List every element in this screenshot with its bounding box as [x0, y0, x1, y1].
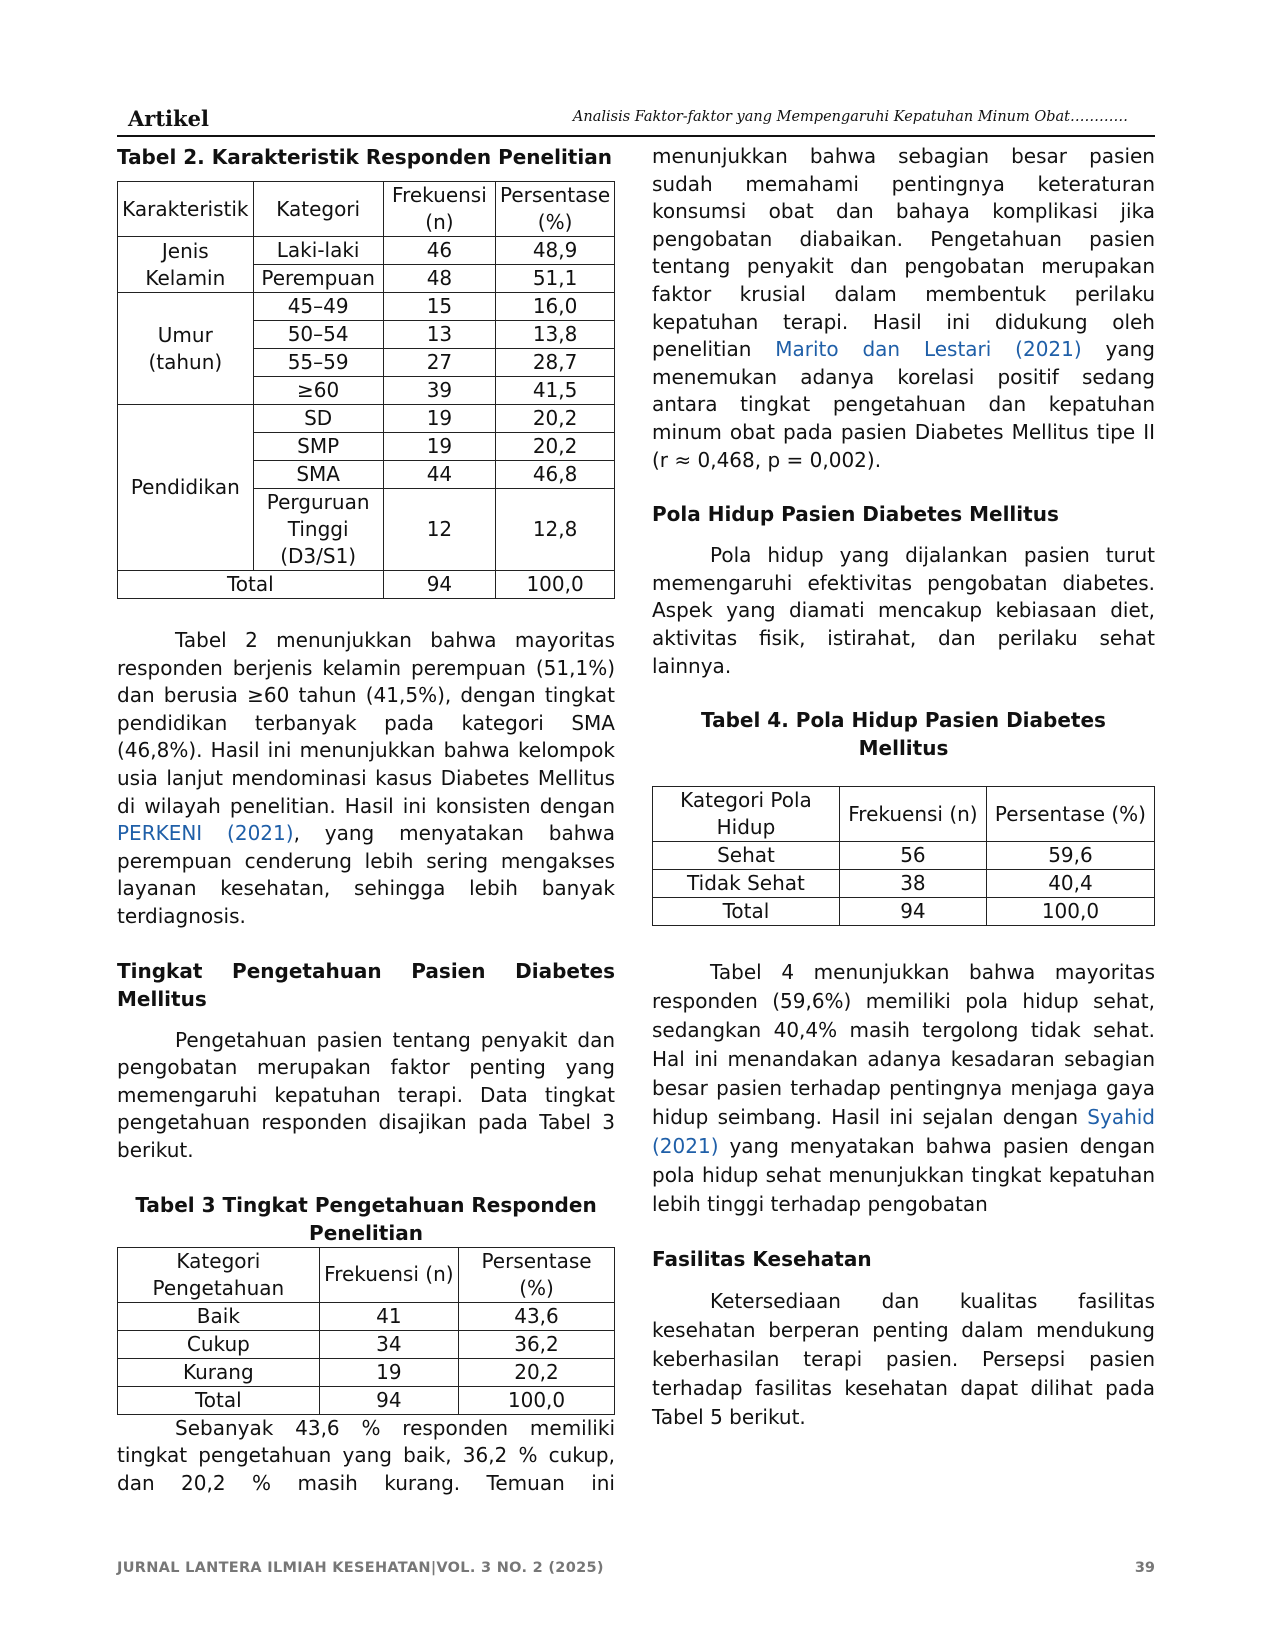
table-cell: 46,8 — [496, 461, 615, 489]
header-rule — [117, 135, 1155, 137]
table-cell: 19 — [383, 405, 496, 433]
section-heading: Tingkat Pengetahuan Pasien Diabetes Mellitus — [117, 958, 615, 1011]
table-cell: 50–54 — [253, 321, 383, 349]
table-cell: 100,0 — [496, 571, 615, 599]
table-cell: 43,6 — [459, 1302, 615, 1330]
table-row — [653, 870, 1155, 898]
table-cell: 100,0 — [459, 1386, 615, 1414]
table-cell: 15 — [383, 293, 496, 321]
table-cell: 56 — [839, 842, 986, 870]
table-cell: 46 — [383, 237, 496, 265]
table-cell: SMP — [253, 433, 383, 461]
table-cell: 36,2 — [459, 1330, 615, 1358]
table-cell: 41 — [319, 1302, 458, 1330]
table-row — [118, 237, 615, 265]
paragraph — [117, 627, 615, 931]
table3-header: Kategori Pengetahuan — [118, 1247, 320, 1302]
table-cell: 28,7 — [496, 349, 615, 377]
paragraph — [652, 958, 1155, 1219]
table-cell: 20,2 — [459, 1358, 615, 1386]
table-cell: Total — [118, 571, 384, 599]
table-cell: Total — [118, 1386, 320, 1414]
table-cell: 12,8 — [496, 489, 615, 571]
table4-caption: Tabel 4. Pola Hidup Pasien Diabetes Mellitus — [701, 708, 1106, 761]
table4-header: Persentase (%) — [986, 787, 1154, 842]
table2-header: Frekuensi (n) — [383, 182, 496, 237]
table-cell: 27 — [383, 349, 496, 377]
table-total-row — [118, 571, 615, 599]
table3-header: Persentase (%) — [459, 1247, 615, 1302]
table-cell: ≥60 — [253, 377, 383, 405]
page-number: 39 — [1134, 1560, 1155, 1576]
table-cell: 39 — [383, 377, 496, 405]
table-row — [118, 1358, 615, 1386]
table-cell: 38 — [839, 870, 986, 898]
table4-header-row — [653, 787, 1155, 842]
table-cell: SD — [253, 405, 383, 433]
table-cell: 13,8 — [496, 321, 615, 349]
group-label: Pendidikan — [118, 405, 254, 571]
paragraph-text: Tabel 4 menunjukkan bahwa mayoritas responden (59,6%) memiliki pola hidup sehat, sedangkan 40,4% masih tergolong tidak sehat. Hal ini menandakan adanya kesadaran sebagian besar pasien terhadap pentingnya menjaga gaya hidup seimbang. Hasil ini sejalan dengan — [652, 960, 1155, 1130]
table-cell: 12 — [383, 489, 496, 571]
table2-header: Karakteristik — [118, 182, 254, 237]
article-label: Artikel — [128, 106, 209, 131]
table2-header-row — [118, 182, 615, 237]
table-cell: 20,2 — [496, 405, 615, 433]
table-cell: 41,5 — [496, 377, 615, 405]
paragraph-text: Tabel 2 menunjukkan bahwa mayoritas responden berjenis kelamin perempuan (51,1%) dan berusia ≥60 tahun (41,5%), dengan tingkat pendidikan terbanyak pada kategori SMA (46,8%). Hasil ini menunjukkan bahwa kelompok usia lanjut mendominasi kasus Diabetes Mellitus di wilayah penelitian. Hasil ini konsisten dengan — [117, 628, 615, 818]
table-total-row — [118, 1386, 615, 1414]
table-row — [653, 842, 1155, 870]
paragraph: Sebanyak 43,6 % responden memiliki tingkat pengetahuan yang baik, 36,2 % cukup, dan 20,2 % masih kurang. Temuan ini — [117, 1415, 615, 1495]
table4 — [652, 786, 1155, 926]
table-cell: 48 — [383, 265, 496, 293]
table2-caption: Tabel 2. Karakteristik Responden Penelitian — [117, 145, 612, 169]
running-title: Analisis Faktor-faktor yang Mempengaruhi Kepatuhan Minum Obat………… — [572, 109, 1128, 125]
table-row — [118, 293, 615, 321]
table-cell: Tidak Sehat — [653, 870, 840, 898]
table-cell: 94 — [383, 571, 496, 599]
section-heading: Pola Hidup Pasien Diabetes Mellitus — [652, 502, 1059, 527]
table-cell: 45–49 — [253, 293, 383, 321]
table-cell: Kurang — [118, 1358, 320, 1386]
table-cell: 13 — [383, 321, 496, 349]
citation-link[interactable]: Syahid (2021) — [652, 1105, 1155, 1159]
group-label: Umur (tahun) — [118, 293, 254, 405]
table4-header: Kategori Pola Hidup — [653, 787, 840, 842]
table-cell: 94 — [839, 898, 986, 926]
table-cell: Laki-laki — [253, 237, 383, 265]
paragraph — [652, 143, 1155, 474]
table-cell: 20,2 — [496, 433, 615, 461]
table2-header: Persentase (%) — [496, 182, 615, 237]
table-cell: 34 — [319, 1330, 458, 1358]
paragraph-text: yang menyatakan bahwa pasien dengan pola hidup sehat menunjukkan tingkat kepatuhan lebih tinggi terhadap pengobatan — [652, 1134, 1155, 1217]
paragraph: Pola hidup yang dijalankan pasien turut memengaruhi efektivitas pengobatan diabetes. Aspek yang diamati mencakup kebiasaan diet, aktivitas fisik, istirahat, dan perilaku sehat lainnya. — [652, 543, 1155, 678]
table-cell: 59,6 — [986, 842, 1154, 870]
table-cell: 19 — [319, 1358, 458, 1386]
paragraph-text: , yang menyatakan bahwa perempuan cenderung lebih sering mengakses layanan kesehatan, sehingga lebih banyak terdiagnosis. — [117, 821, 615, 928]
paragraph: Ketersediaan dan kualitas fasilitas kesehatan berperan penting dalam mendukung keberhasilan terapi pasien. Persepsi pasien terhadap fasilitas kesehatan dapat dilihat pada Tabel 5 berikut. — [652, 1289, 1155, 1430]
table-cell: Perguruan Tinggi (D3/S1) — [253, 489, 383, 571]
table-cell: 55–59 — [253, 349, 383, 377]
table-cell: 44 — [383, 461, 496, 489]
section-heading: Fasilitas Kesehatan — [652, 1247, 872, 1272]
paragraph: Pengetahuan pasien tentang penyakit dan pengobatan merupakan faktor penting yang memengaruhi kepatuhan terapi. Data tingkat pengetahuan responden disajikan pada Tabel 3 berikut. — [117, 1027, 615, 1162]
citation-link[interactable]: PERKENI (2021) — [117, 821, 294, 846]
table3 — [117, 1247, 615, 1415]
table4-header: Frekuensi (n) — [839, 787, 986, 842]
group-label: Jenis Kelamin — [118, 237, 254, 293]
table-row — [118, 1302, 615, 1330]
table-cell: 100,0 — [986, 898, 1154, 926]
table-cell: Total — [653, 898, 840, 926]
paragraph-text: yang menemukan adanya korelasi positif sedang antara tingkat pengetahuan dan kepatuhan minum obat pada pasien Diabetes Mellitus tipe II (r ≈ 0,468, p = 0,002). — [652, 337, 1155, 472]
table-cell: 19 — [383, 433, 496, 461]
journal-footer: JURNAL LANTERA ILMIAH KESEHATAN|VOL. 3 NO. 2 (2025) — [117, 1560, 604, 1576]
table2-header: Kategori — [253, 182, 383, 237]
table-cell: 94 — [319, 1386, 458, 1414]
table-cell: 40,4 — [986, 870, 1154, 898]
table-cell: Cukup — [118, 1330, 320, 1358]
table-cell: Baik — [118, 1302, 320, 1330]
left-column — [117, 143, 615, 1497]
table-cell: SMA — [253, 461, 383, 489]
table-row — [118, 1330, 615, 1358]
table3-header-row — [118, 1247, 615, 1302]
table-cell: Sehat — [653, 842, 840, 870]
table3-header: Frekuensi (n) — [319, 1247, 458, 1302]
table-row — [118, 405, 615, 433]
table-total-row — [653, 898, 1155, 926]
paragraph-text: menunjukkan bahwa sebagian besar pasien sudah memahami pentingnya keteraturan konsumsi obat dan bahaya komplikasi jika pengobatan diabaikan. Pengetahuan pasien tentang penyakit dan pengobatan merupakan faktor krusial dalam membentuk perilaku kepatuhan terapi. Hasil ini didukung oleh penelitian — [652, 144, 1155, 362]
table3-caption: Tabel 3 Tingkat Pengetahuan Responden Penelitian — [135, 1192, 597, 1245]
table2 — [117, 181, 615, 599]
table-cell: Perempuan — [253, 265, 383, 293]
table-cell: 51,1 — [496, 265, 615, 293]
table-cell: 16,0 — [496, 293, 615, 321]
table-cell: 48,9 — [496, 237, 615, 265]
right-column — [652, 143, 1155, 1432]
citation-link[interactable]: Marito dan Lestari (2021) — [775, 337, 1082, 362]
